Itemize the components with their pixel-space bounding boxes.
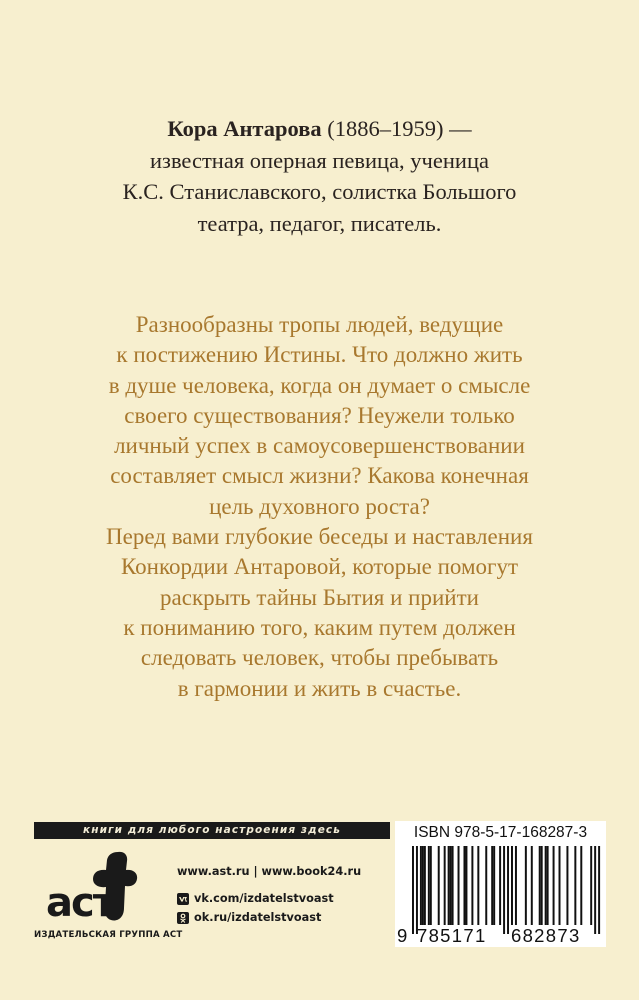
annotation-line: следовать человек, чтобы пребывать [140, 645, 499, 671]
annotation-line: цель духовного роста? [209, 493, 430, 519]
barcode-bar [515, 846, 517, 925]
annotation-line: Перед вами глубокие беседы и наставления [106, 524, 533, 550]
barcode-bar [499, 846, 501, 925]
book-annotation [40, 310, 599, 704]
isbn-barcode [395, 821, 606, 947]
barcode-bar [422, 846, 424, 925]
isbn-label: ISBN 978-5-17-168287-3 [413, 824, 588, 841]
website-links[interactable]: www.ast.ru | www.book24.ru [177, 865, 362, 878]
barcode-bar [458, 846, 460, 925]
barcode-bar [531, 846, 533, 925]
barcode-bar [580, 846, 582, 925]
barcode-bar [444, 846, 446, 925]
barcode-digit-lead: 9 [397, 925, 409, 946]
barcode-bar [428, 846, 430, 925]
vk-link-row[interactable] [177, 892, 334, 905]
annotation-line: составляет смысл жизни? Какова конечная [110, 463, 529, 489]
barcode-bar [463, 846, 465, 925]
barcode-guard-bar [412, 846, 414, 934]
barcode-bar [450, 846, 452, 925]
barcode-bar [541, 846, 543, 925]
barcode-bar [448, 846, 450, 925]
barcode-digits-left: 785171 [417, 925, 487, 946]
annotation-line: к пониманию того, каким путем должен [123, 614, 516, 640]
barcode-digits-right: 682873 [511, 925, 581, 946]
barcode-guard-bar [594, 846, 596, 934]
barcode-bar [420, 846, 422, 925]
author-bio-heading [60, 113, 579, 145]
author-bio-line: К.С. Станиславского, солистка Большого [122, 179, 517, 204]
barcode-bar [493, 846, 495, 925]
ok-link-text[interactable]: ok.ru/izdatelstvoast [194, 911, 322, 924]
barcode-bar [559, 846, 561, 925]
publisher-tagline-banner: книги для любого настроения здесь [34, 822, 390, 839]
barcode-bar [485, 846, 487, 925]
barcode-bar [491, 846, 493, 925]
author-bio-line: театра, педагог, писатель. [197, 210, 442, 236]
barcode-bar [511, 846, 513, 925]
ok-icon [177, 912, 189, 924]
barcode-bar [430, 846, 432, 925]
annotation-line: Разнообразны тропы людей, ведущие [135, 312, 504, 337]
barcode-bar [553, 846, 555, 925]
vk-icon [177, 893, 189, 905]
barcode-bar [590, 846, 592, 925]
ast-logo [40, 848, 140, 928]
barcode-bar [574, 846, 576, 925]
barcode-bar [438, 846, 440, 925]
barcode-bar [465, 846, 467, 925]
vk-link-text[interactable]: vk.com/izdatelstvoast [194, 892, 334, 905]
annotation-line: в гармонии и жить в счастье. [177, 675, 462, 701]
barcode-bar [539, 846, 541, 925]
annotation-line: личный успех в самоусовершенствовании [114, 433, 525, 459]
barcode-bar [566, 846, 568, 925]
barcode-bar [545, 846, 547, 925]
annotation-line: своего существования? Неужели только [124, 402, 515, 428]
barcode-bar [477, 846, 479, 925]
barcode-bar [471, 846, 473, 925]
author-years: (1886–1959) — [321, 116, 472, 141]
author-bio [60, 113, 579, 239]
barcode-guard-bar [598, 846, 600, 934]
barcode-guard-bar [503, 846, 505, 934]
logo-text: аст [46, 880, 114, 926]
annotation-line: в душе человека, когда он думает о смысле [108, 372, 531, 398]
barcode-guard-bar [507, 846, 509, 934]
barcode-bar [424, 846, 426, 925]
barcode-bar [525, 846, 527, 925]
barcode-bar [547, 846, 549, 925]
ok-link-row[interactable] [177, 911, 321, 924]
publisher-imprint: ИЗДАТЕЛЬСКАЯ ГРУППА АСТ [34, 930, 183, 940]
author-name: Кора Антарова [167, 116, 322, 141]
author-bio-line: известная оперная певица, ученица [150, 147, 489, 173]
barcode-bar [452, 846, 454, 925]
annotation-line: раскрыть тайны Бытия и прийти [160, 584, 479, 610]
barcode-guard-bar [416, 846, 418, 934]
annotation-line: Конкордии Антаровой, которые помогут [120, 554, 519, 580]
annotation-line: к постижению Истины. Что должно жить [116, 342, 523, 368]
